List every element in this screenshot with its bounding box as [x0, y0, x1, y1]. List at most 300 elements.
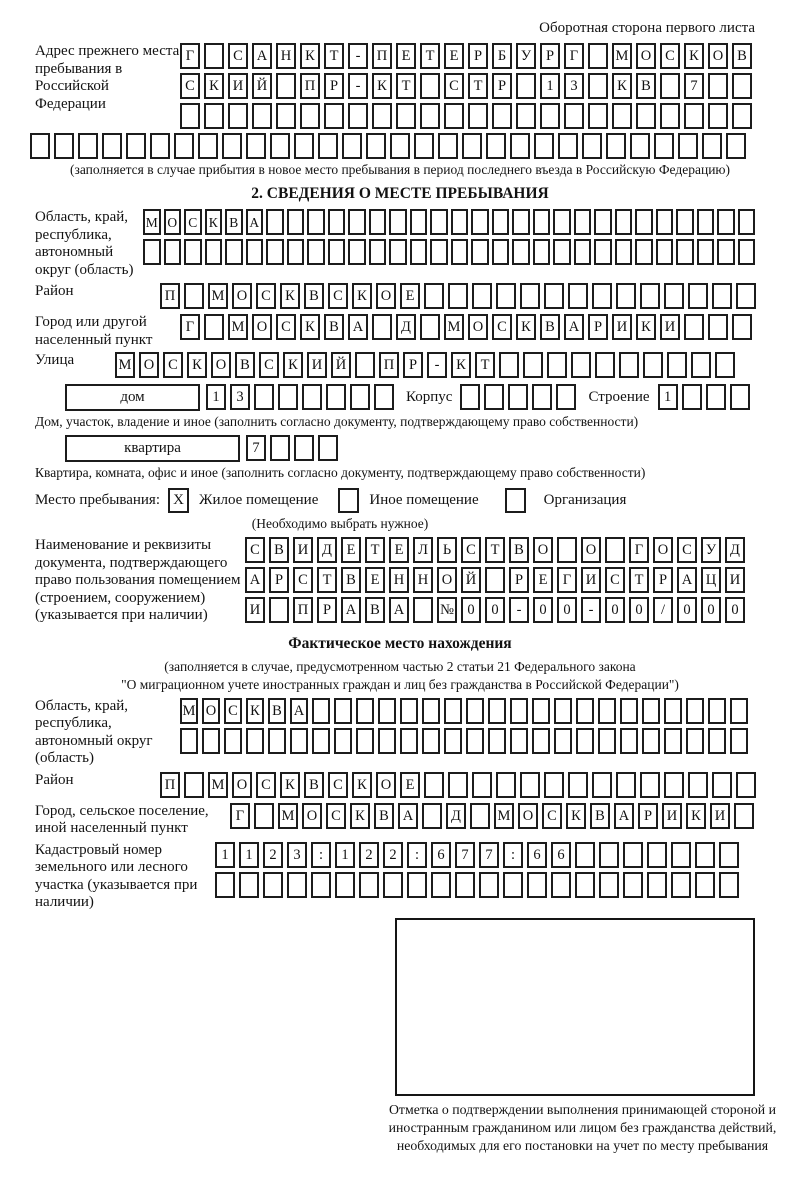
char-cell: Р	[540, 43, 560, 69]
house-note: Дом, участок, владение и иное (заполнить согласно документу, подтверждающему право собственности)	[35, 414, 639, 429]
char-cell: В	[365, 597, 385, 623]
char-cell	[647, 872, 667, 898]
char-cell	[205, 239, 223, 265]
char-cell: Т	[324, 43, 344, 69]
char-cell	[574, 209, 592, 235]
char-cell: Н	[389, 567, 409, 593]
char-cell	[736, 772, 756, 798]
char-cell	[664, 772, 684, 798]
char-cell: О	[211, 352, 231, 378]
char-cell: -	[348, 73, 368, 99]
stay-type-checkbox-inoe	[338, 488, 359, 513]
char-cell	[150, 133, 170, 159]
char-cell	[369, 239, 387, 265]
document-row-2	[245, 567, 749, 594]
char-cell	[215, 872, 235, 898]
prev-address-rows	[180, 43, 756, 130]
char-cell: С	[677, 537, 697, 563]
char-cell	[533, 209, 551, 235]
actual-region-row-1	[180, 698, 752, 725]
char-cell: Л	[413, 537, 433, 563]
char-cell: И	[245, 597, 265, 623]
char-cell	[512, 239, 530, 265]
char-cell	[656, 239, 674, 265]
actual-location-note-1: (заполняется в случае, предусмотренном частью 2 статьи 21 Федерального закона	[164, 658, 636, 674]
char-cell: И	[228, 73, 248, 99]
actual-district-row	[160, 772, 760, 799]
char-cell	[616, 772, 636, 798]
char-cell: А	[290, 698, 308, 724]
char-cell: И	[612, 314, 632, 340]
char-cell: К	[451, 352, 471, 378]
char-cell: 0	[533, 597, 553, 623]
char-cell	[719, 872, 739, 898]
char-cell	[556, 384, 576, 410]
char-cell	[328, 239, 346, 265]
char-cell: К	[352, 283, 372, 309]
char-cell	[410, 239, 428, 265]
char-cell: Ь	[437, 537, 457, 563]
char-cell: Й	[252, 73, 272, 99]
char-cell	[520, 772, 540, 798]
char-cell	[588, 103, 608, 129]
char-cell	[736, 283, 756, 309]
char-cell	[708, 698, 726, 724]
char-cell: 1	[335, 842, 355, 868]
char-cell: Р	[468, 43, 488, 69]
char-cell	[630, 133, 650, 159]
char-cell	[438, 133, 458, 159]
char-cell	[575, 872, 595, 898]
char-cell	[717, 239, 735, 265]
char-cell: :	[311, 842, 331, 868]
char-cell	[204, 43, 224, 69]
char-cell	[444, 728, 462, 754]
char-cell	[575, 842, 595, 868]
char-cell	[656, 209, 674, 235]
char-cell: М	[612, 43, 632, 69]
char-cell: И	[307, 352, 327, 378]
char-cell	[287, 872, 307, 898]
char-cell	[470, 803, 490, 829]
char-cell	[312, 728, 330, 754]
char-cell	[623, 842, 643, 868]
char-cell: В	[509, 537, 529, 563]
char-cell	[268, 728, 286, 754]
char-cell	[184, 772, 204, 798]
char-cell: 0	[629, 597, 649, 623]
char-cell: В	[590, 803, 610, 829]
char-cell: В	[324, 314, 344, 340]
char-cell: С	[184, 209, 202, 235]
char-cell: Е	[396, 43, 416, 69]
actual-region-label: Область, край, республика, автономный округ (область)	[35, 697, 153, 766]
char-cell	[595, 352, 615, 378]
char-cell: С	[228, 43, 248, 69]
char-cell: Т	[629, 567, 649, 593]
char-cell: 0	[701, 597, 721, 623]
prev-address-row-1	[180, 43, 756, 70]
char-cell	[276, 73, 296, 99]
char-cell	[512, 209, 530, 235]
char-cell: Н	[276, 43, 296, 69]
char-cell: В	[341, 567, 361, 593]
stroenie-cells	[658, 384, 754, 411]
char-cell	[730, 728, 748, 754]
char-cell: К	[684, 43, 704, 69]
cadastral-row-2	[215, 872, 743, 899]
char-cell	[688, 283, 708, 309]
char-cell: :	[407, 842, 427, 868]
char-cell	[732, 314, 752, 340]
char-cell	[620, 698, 638, 724]
region-block	[35, 209, 800, 279]
char-cell	[287, 239, 305, 265]
prev-address-row-4	[30, 133, 800, 160]
char-cell	[642, 698, 660, 724]
char-cell	[311, 872, 331, 898]
char-cell: П	[293, 597, 313, 623]
char-cell	[366, 133, 386, 159]
char-cell	[712, 283, 732, 309]
prev-address-label: Адрес прежнего места пребывания в Российской Федерации	[35, 43, 180, 112]
prev-address-row-3	[180, 103, 756, 130]
char-cell	[496, 772, 516, 798]
char-cell: К	[300, 314, 320, 340]
char-cell	[389, 209, 407, 235]
char-cell	[708, 73, 728, 99]
char-cell: О	[581, 537, 601, 563]
char-cell	[471, 239, 489, 265]
char-cell	[372, 103, 392, 129]
char-cell: К	[350, 803, 370, 829]
char-cell: С	[542, 803, 562, 829]
char-cell: 1	[206, 384, 226, 410]
char-cell: Г	[564, 43, 584, 69]
char-cell	[496, 283, 516, 309]
char-cell	[460, 384, 480, 410]
char-cell	[359, 872, 379, 898]
char-cell	[708, 728, 726, 754]
house-cells	[206, 384, 398, 411]
char-cell: Р	[588, 314, 608, 340]
char-cell: О	[376, 283, 396, 309]
char-cell: К	[187, 352, 207, 378]
char-cell: А	[564, 314, 584, 340]
char-cell	[126, 133, 146, 159]
char-cell: Р	[317, 597, 337, 623]
city-row	[180, 314, 756, 341]
char-cell	[712, 772, 732, 798]
char-cell: О	[376, 772, 396, 798]
char-cell	[695, 872, 715, 898]
char-cell: К	[283, 352, 303, 378]
char-cell: Й	[461, 567, 481, 593]
city-block	[35, 314, 800, 349]
char-cell: Б	[492, 43, 512, 69]
char-cell	[510, 698, 528, 724]
char-cell	[485, 567, 505, 593]
stay-type-option-zhiloe: Жилое помещение	[199, 492, 319, 508]
char-cell	[254, 384, 274, 410]
char-cell	[324, 103, 344, 129]
char-cell	[410, 209, 428, 235]
char-cell	[448, 283, 468, 309]
char-cell: С	[328, 283, 348, 309]
char-cell	[499, 352, 519, 378]
char-cell	[492, 103, 512, 129]
region-row-1	[143, 209, 758, 236]
char-cell	[717, 209, 735, 235]
char-cell	[594, 209, 612, 235]
char-cell	[484, 384, 504, 410]
char-cell	[544, 283, 564, 309]
char-cell: Т	[475, 352, 495, 378]
char-cell	[726, 133, 746, 159]
char-cell	[592, 772, 612, 798]
char-cell: К	[686, 803, 706, 829]
char-cell	[479, 872, 499, 898]
actual-region-block	[35, 698, 800, 768]
char-cell: И	[581, 567, 601, 593]
char-cell: Г	[180, 43, 200, 69]
char-cell	[582, 133, 602, 159]
char-cell	[348, 103, 368, 129]
char-cell	[276, 103, 296, 129]
char-cell	[667, 352, 687, 378]
char-cell	[576, 728, 594, 754]
char-cell	[30, 133, 50, 159]
char-cell: И	[725, 567, 745, 593]
char-cell	[246, 728, 264, 754]
char-cell: П	[160, 772, 180, 798]
char-cell	[246, 239, 264, 265]
char-cell: 0	[461, 597, 481, 623]
char-cell: М	[444, 314, 464, 340]
char-cell: Д	[446, 803, 466, 829]
char-cell	[302, 384, 322, 410]
char-cell	[532, 698, 550, 724]
char-cell: П	[300, 73, 320, 99]
district-block	[35, 283, 800, 310]
char-cell: /	[653, 597, 673, 623]
char-cell	[643, 352, 663, 378]
char-cell: Т	[485, 537, 505, 563]
char-cell	[420, 103, 440, 129]
char-cell: К	[204, 73, 224, 99]
char-cell: О	[302, 803, 322, 829]
char-cell	[300, 103, 320, 129]
char-cell: Е	[400, 283, 420, 309]
char-cell: Р	[653, 567, 673, 593]
cadastral-rows	[215, 842, 743, 899]
char-cell: Г	[230, 803, 250, 829]
char-cell	[664, 728, 682, 754]
actual-city-block	[35, 803, 800, 838]
char-cell	[422, 803, 442, 829]
char-cell: О	[653, 537, 673, 563]
char-cell: И	[710, 803, 730, 829]
char-cell	[706, 384, 726, 410]
char-cell: Т	[365, 537, 385, 563]
char-cell	[647, 842, 667, 868]
char-cell: О	[232, 772, 252, 798]
char-cell	[551, 872, 571, 898]
char-cell: С	[163, 352, 183, 378]
confirmation-caption: Отметка о подтверждении выполнения принимающей стороной и иностранным гражданином или лицом без гражданства действий, необходимых для его постановки на учет по месту пребывания	[388, 1101, 777, 1153]
char-cell	[715, 352, 735, 378]
char-cell	[571, 352, 591, 378]
char-cell	[374, 384, 394, 410]
stay-type-note: (Необходимо выбрать нужное)	[251, 516, 429, 531]
char-cell	[619, 352, 639, 378]
char-cell	[553, 209, 571, 235]
stay-type-option-org: Организация	[543, 492, 627, 508]
char-cell	[270, 435, 290, 461]
char-cell: 2	[383, 842, 403, 868]
actual-region-rows	[180, 698, 752, 755]
char-cell	[598, 728, 616, 754]
actual-district-block	[35, 772, 800, 799]
char-cell: К	[246, 698, 264, 724]
char-cell: К	[352, 772, 372, 798]
char-cell	[444, 698, 462, 724]
char-cell: -	[509, 597, 529, 623]
char-cell	[697, 209, 715, 235]
char-cell	[615, 209, 633, 235]
char-cell	[239, 872, 259, 898]
char-cell: :	[503, 842, 523, 868]
char-cell	[451, 239, 469, 265]
char-cell	[588, 43, 608, 69]
char-cell	[697, 239, 715, 265]
char-cell	[466, 728, 484, 754]
char-cell	[576, 698, 594, 724]
char-cell: М	[228, 314, 248, 340]
char-cell	[671, 842, 691, 868]
char-cell: В	[235, 352, 255, 378]
stay-type-checkbox-org	[505, 488, 526, 513]
char-cell	[307, 209, 325, 235]
char-cell	[326, 384, 346, 410]
stay-type-option-inoe: Иное помещение	[369, 492, 479, 508]
char-cell	[557, 537, 577, 563]
char-cell	[420, 73, 440, 99]
char-cell	[413, 597, 433, 623]
char-cell	[488, 698, 506, 724]
char-cell: 1	[540, 73, 560, 99]
char-cell: А	[614, 803, 634, 829]
char-cell	[335, 872, 355, 898]
char-cell: Е	[444, 43, 464, 69]
char-cell: О	[232, 283, 252, 309]
char-cell	[503, 872, 523, 898]
char-cell	[164, 239, 182, 265]
house-field-label: дом	[65, 384, 200, 411]
char-cell	[451, 209, 469, 235]
char-cell: В	[304, 283, 324, 309]
cadastral-row-1	[215, 842, 743, 869]
char-cell: П	[372, 43, 392, 69]
char-cell: А	[398, 803, 418, 829]
char-cell	[266, 239, 284, 265]
char-cell: Т	[420, 43, 440, 69]
document-block	[35, 537, 800, 625]
char-cell: К	[372, 73, 392, 99]
char-cell	[612, 103, 632, 129]
char-cell: М	[208, 283, 228, 309]
char-cell	[246, 133, 266, 159]
char-cell	[350, 384, 370, 410]
char-cell	[369, 209, 387, 235]
char-cell: 3	[230, 384, 250, 410]
char-cell: С	[328, 772, 348, 798]
char-cell: М	[143, 209, 161, 235]
char-cell: 3	[564, 73, 584, 99]
stroenie-label: Строение	[588, 389, 650, 405]
char-cell	[516, 103, 536, 129]
char-cell	[520, 283, 540, 309]
char-cell: О	[533, 537, 553, 563]
char-cell: К	[280, 283, 300, 309]
char-cell	[523, 352, 543, 378]
char-cell: Ц	[701, 567, 721, 593]
char-cell: С	[256, 772, 276, 798]
char-cell	[635, 209, 653, 235]
char-cell	[102, 133, 122, 159]
char-cell	[202, 728, 220, 754]
region-rows	[143, 209, 758, 266]
stay-type-block	[35, 488, 800, 513]
char-cell: М	[494, 803, 514, 829]
confirmation-box	[395, 918, 755, 1096]
char-cell	[486, 133, 506, 159]
prev-address-note: (заполняется в случае прибытия в новое место пребывания в период последнего въезда в Российскую Федерацию)	[69, 162, 731, 177]
char-cell	[615, 239, 633, 265]
stay-type-checkbox-zhiloe: X	[168, 488, 189, 513]
char-cell	[554, 698, 572, 724]
char-cell	[252, 103, 272, 129]
char-cell	[472, 772, 492, 798]
char-cell	[372, 314, 392, 340]
char-cell: С	[605, 567, 625, 593]
char-cell	[534, 133, 554, 159]
char-cell	[204, 314, 224, 340]
char-cell: Д	[725, 537, 745, 563]
char-cell	[342, 133, 362, 159]
char-cell: А	[245, 567, 265, 593]
region-row-2	[143, 239, 758, 266]
char-cell	[468, 103, 488, 129]
char-cell	[422, 698, 440, 724]
street-block	[35, 352, 800, 379]
char-cell	[734, 803, 754, 829]
char-cell	[225, 239, 243, 265]
char-cell	[420, 314, 440, 340]
char-cell: О	[437, 567, 457, 593]
char-cell	[424, 772, 444, 798]
char-cell	[400, 698, 418, 724]
char-cell	[228, 103, 248, 129]
char-cell	[431, 872, 451, 898]
char-cell	[516, 73, 536, 99]
char-cell: 0	[557, 597, 577, 623]
char-cell: К	[300, 43, 320, 69]
char-cell: М	[208, 772, 228, 798]
document-row-1	[245, 537, 749, 564]
char-cell: О	[252, 314, 272, 340]
char-cell	[198, 133, 218, 159]
